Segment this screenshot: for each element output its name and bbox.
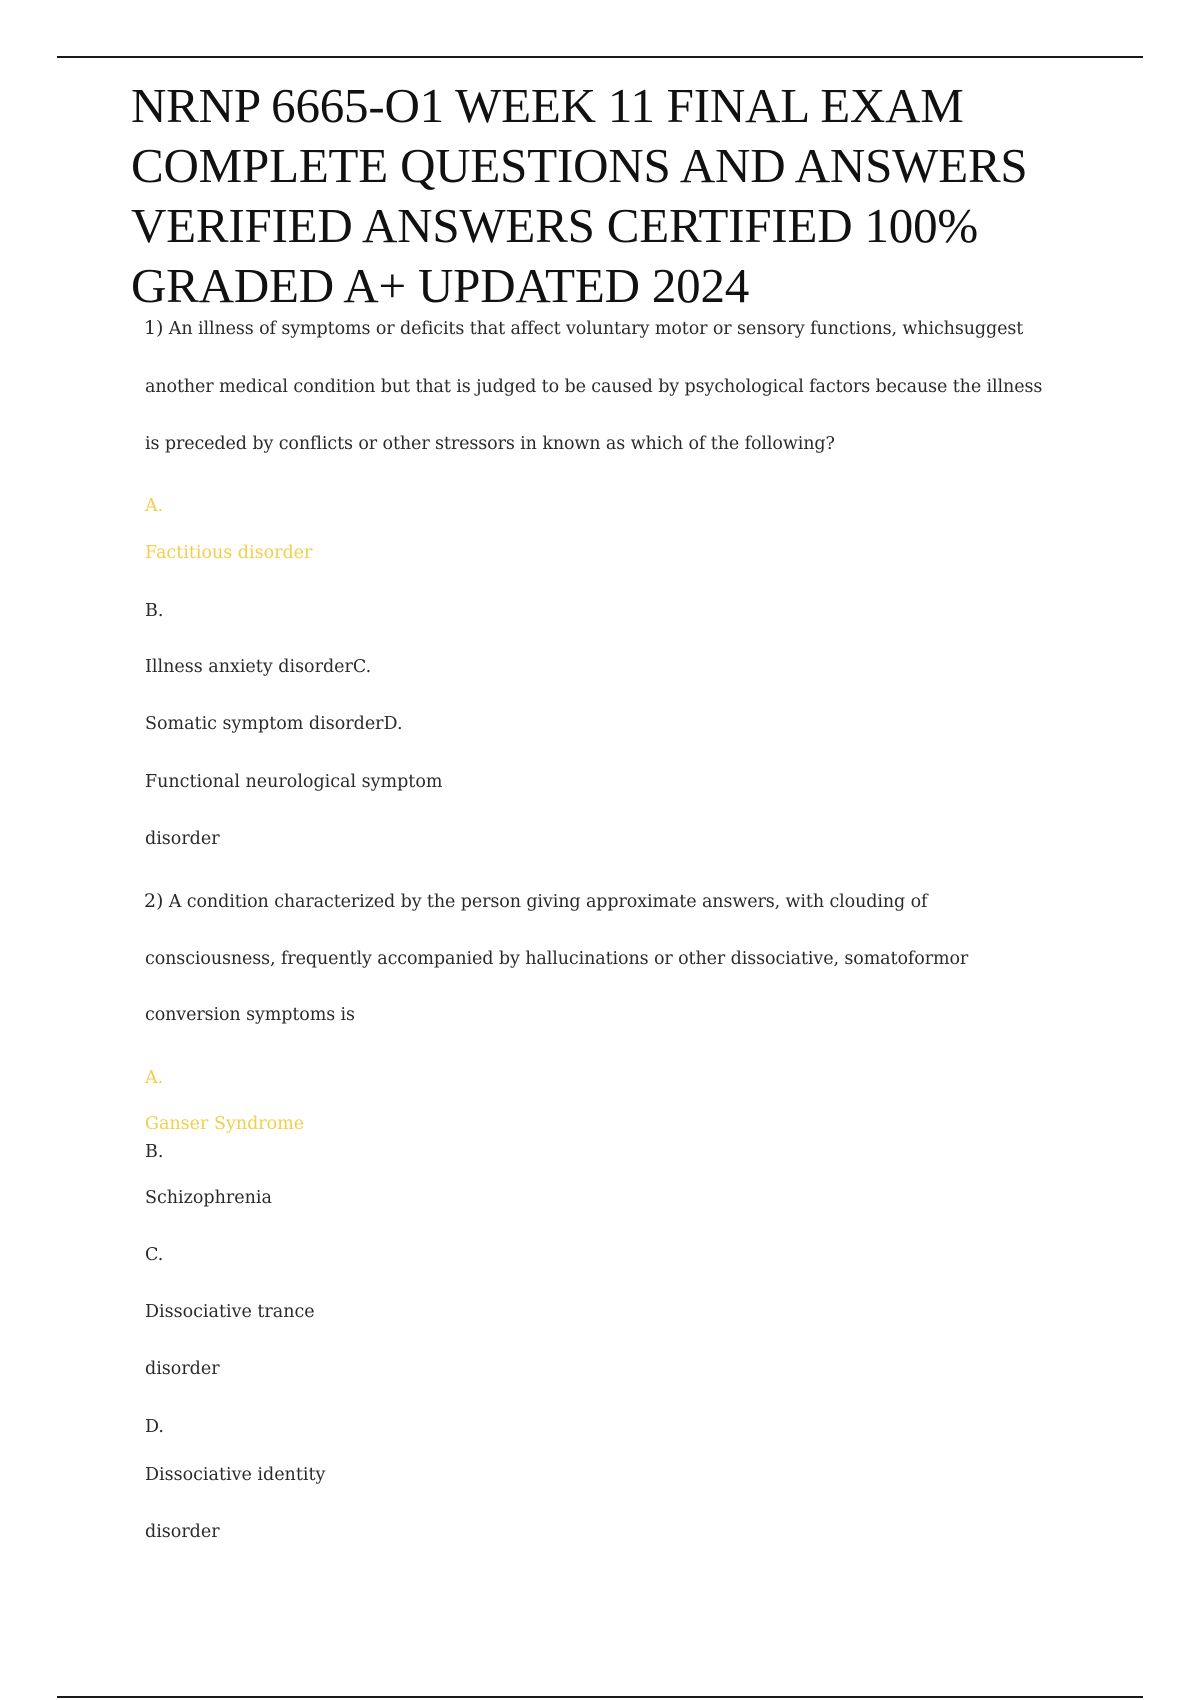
- q2-option-c-label: C.: [145, 1245, 164, 1265]
- title-line: GRADED A+ UPDATED 2024: [131, 258, 750, 313]
- q1-option-b-label: B.: [145, 601, 164, 621]
- q2-answer-line: disorder: [145, 1359, 220, 1379]
- q1-answer-line: Somatic symptom disorderD.: [145, 714, 403, 734]
- q2-option-a-label: A.: [145, 1068, 164, 1088]
- q1-answer-line: Functional neurological symptom: [145, 772, 443, 792]
- question-1-line-3: is preceded by conflicts or other stressors in known as which of the following?: [145, 434, 835, 454]
- question-2-line-2: consciousness, frequently accompanied by hallucinations or other dissociative, somatoformor: [145, 949, 969, 969]
- question-2-line-1: [145, 889, 927, 914]
- question-1-line-1: [145, 316, 1023, 341]
- q2-option-d-label: D.: [145, 1417, 164, 1437]
- question-2-number: 2): [144, 890, 164, 912]
- q1-correct-answer: Factitious disorder: [145, 543, 313, 563]
- q2-answer-line: Dissociative identity: [145, 1465, 326, 1485]
- question-2-text: A condition characterized by the person giving approximate answers, with clouding of: [168, 892, 928, 912]
- q2-answer-line: Dissociative trance: [145, 1302, 315, 1322]
- title-line: COMPLETE QUESTIONS AND ANSWERS: [131, 138, 1028, 193]
- q2-answer-line: Schizophrenia: [145, 1188, 272, 1208]
- question-1-line-2: another medical condition but that is judged to be caused by psychological factors because the illness: [145, 377, 1043, 397]
- q1-answer-line: Illness anxiety disorderC.: [145, 657, 372, 677]
- question-1-number: 1): [144, 317, 164, 339]
- q2-answer-line: disorder: [145, 1522, 220, 1542]
- title-line: NRNP 6665-O1 WEEK 11 FINAL EXAM: [131, 78, 964, 133]
- q2-correct-answer: Ganser Syndrome: [145, 1114, 305, 1134]
- bottom-rule: [57, 1696, 1143, 1698]
- question-2-line-3: conversion symptoms is: [145, 1005, 355, 1025]
- q1-option-a-label: A.: [145, 496, 164, 516]
- q1-answer-line: disorder: [145, 829, 220, 849]
- question-1-text: An illness of symptoms or deficits that affect voluntary motor or sensory functions, whichsuggest: [168, 319, 1024, 339]
- q2-option-b-label: B.: [145, 1142, 164, 1162]
- document-title: [131, 76, 1171, 316]
- title-line: VERIFIED ANSWERS CERTIFIED 100%: [131, 198, 978, 253]
- top-rule: [57, 56, 1143, 58]
